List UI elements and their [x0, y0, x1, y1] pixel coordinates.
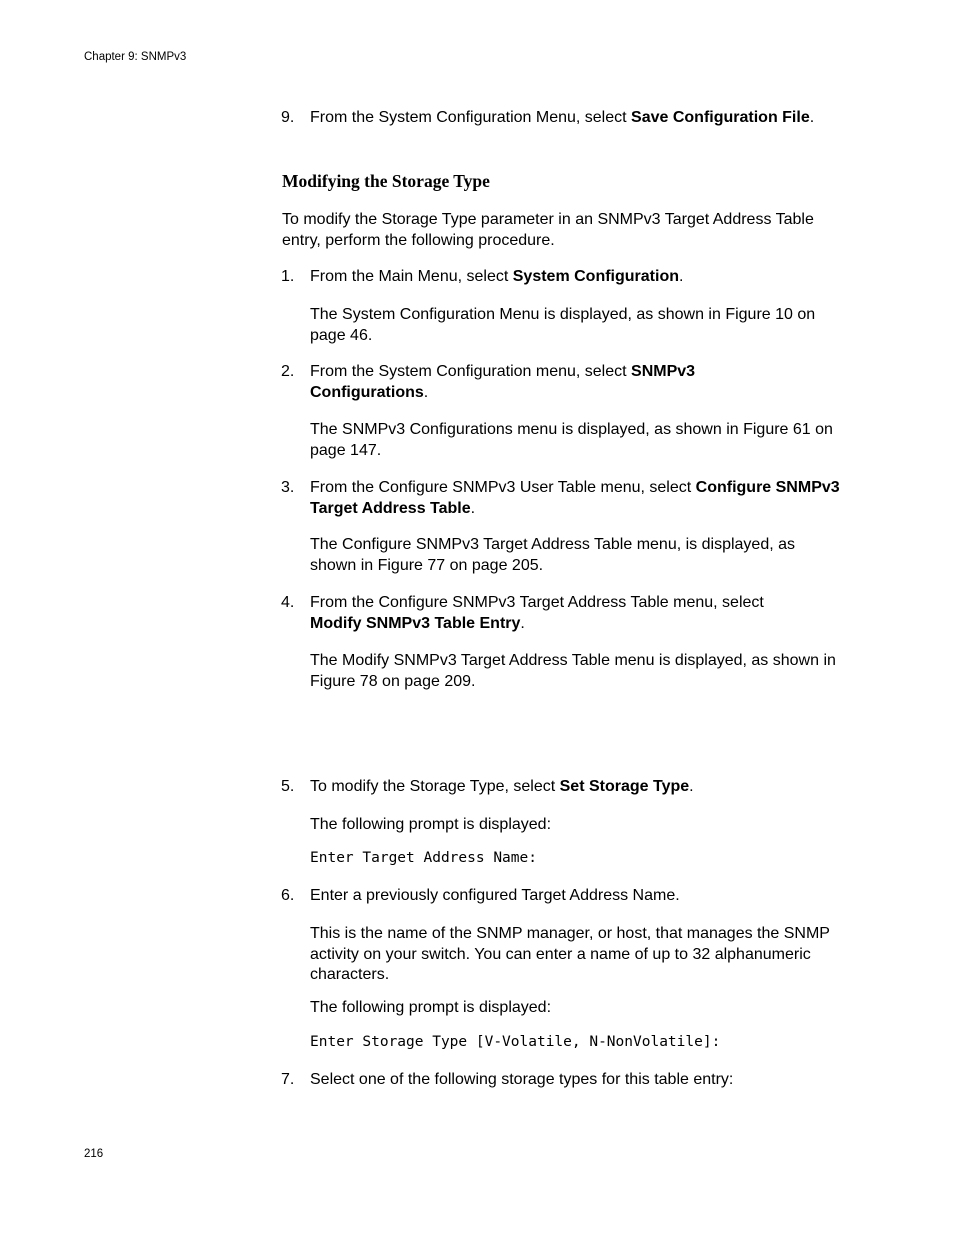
step-text-pre: From the System Configuration Menu, select [310, 109, 632, 126]
menu-option-save-configuration-file: Save Configuration File [631, 109, 810, 126]
step-text: Enter a previously configured Target Address Name. [310, 887, 680, 904]
menu-option-system-configuration: System Configuration [512, 268, 679, 285]
menu-option-set-storage-type: Set Storage Type [559, 778, 690, 795]
step-text-post: . [520, 614, 525, 632]
step-number: 4. [281, 594, 295, 611]
step-text-post: . [423, 383, 429, 401]
step-number: 5. [281, 778, 295, 795]
step-5-result: The following prompt is displayed: [310, 816, 552, 833]
step-number: 9. [281, 109, 295, 126]
step-text-pre: From the Configure SNMPv3 Target Address Table menu, select [310, 594, 764, 611]
step-text [310, 362, 740, 403]
step-number: 6. [281, 887, 295, 904]
running-header: Chapter 9: SNMPv3 [84, 51, 187, 63]
step-text [310, 108, 840, 129]
prompt-storage-type: Enter Storage Type [V-Volatile, N-NonVolatile]: [310, 1034, 721, 1050]
step-text-post: . [678, 268, 684, 285]
menu-option-configure-target-address-table: Configure SNMPv3 Target Address Table [310, 479, 840, 517]
step-2-result: The SNMPv3 Configurations menu is displayed, as shown in Figure 61 on page 147. [310, 421, 833, 459]
step-number: 3. [281, 479, 295, 496]
step-text: Select one of the following storage types for this table entry: [310, 1071, 734, 1088]
step-1-result: The System Configuration Menu is displayed, as shown in Figure 10 on page 46. [310, 306, 816, 344]
step-number: 7. [281, 1071, 295, 1088]
step-text [310, 478, 840, 519]
step-6-result: This is the name of the SNMP manager, or host, that manages the SNMP activity on your switch. You can enter a name of up to 32 alphanumeric characters. [310, 925, 830, 983]
step-text-post: . [809, 109, 815, 126]
step-text-post: . [689, 778, 694, 795]
menu-option-modify-snmpv3-table-entry: Modify SNMPv3 Table Entry [310, 614, 521, 632]
step-text [310, 777, 840, 798]
step-text-pre: From the Configure SNMPv3 User Table menu, select [310, 479, 696, 496]
step-number: 2. [281, 363, 295, 380]
step-text-pre: From the Main Menu, select [310, 268, 513, 285]
step-text [310, 593, 810, 634]
page-number: 216 [84, 1148, 104, 1160]
step-text-pre: From the System Configuration menu, select [310, 363, 632, 380]
step-number: 1. [281, 268, 295, 285]
step-4-result: The Modify SNMPv3 Target Address Table menu is displayed, as shown in Figure 78 on page 209. [310, 652, 836, 690]
menu-option-snmpv3-configurations: SNMPv3 Configurations [310, 363, 696, 401]
step-text-pre: To modify the Storage Type, select [310, 778, 560, 795]
step-text [310, 267, 840, 288]
step-text-post: . [470, 499, 476, 517]
step-3-result: The Configure SNMPv3 Target Address Table menu, is displayed, as shown in Figure 77 on page 205. [310, 536, 795, 574]
section-intro: To modify the Storage Type parameter in an SNMPv3 Target Address Table entry, perform the following procedure. [282, 211, 814, 249]
step-6-result-2: The following prompt is displayed: [310, 999, 552, 1016]
section-heading: Modifying the Storage Type [282, 171, 490, 191]
prompt-target-address-name: Enter Target Address Name: [310, 850, 537, 866]
